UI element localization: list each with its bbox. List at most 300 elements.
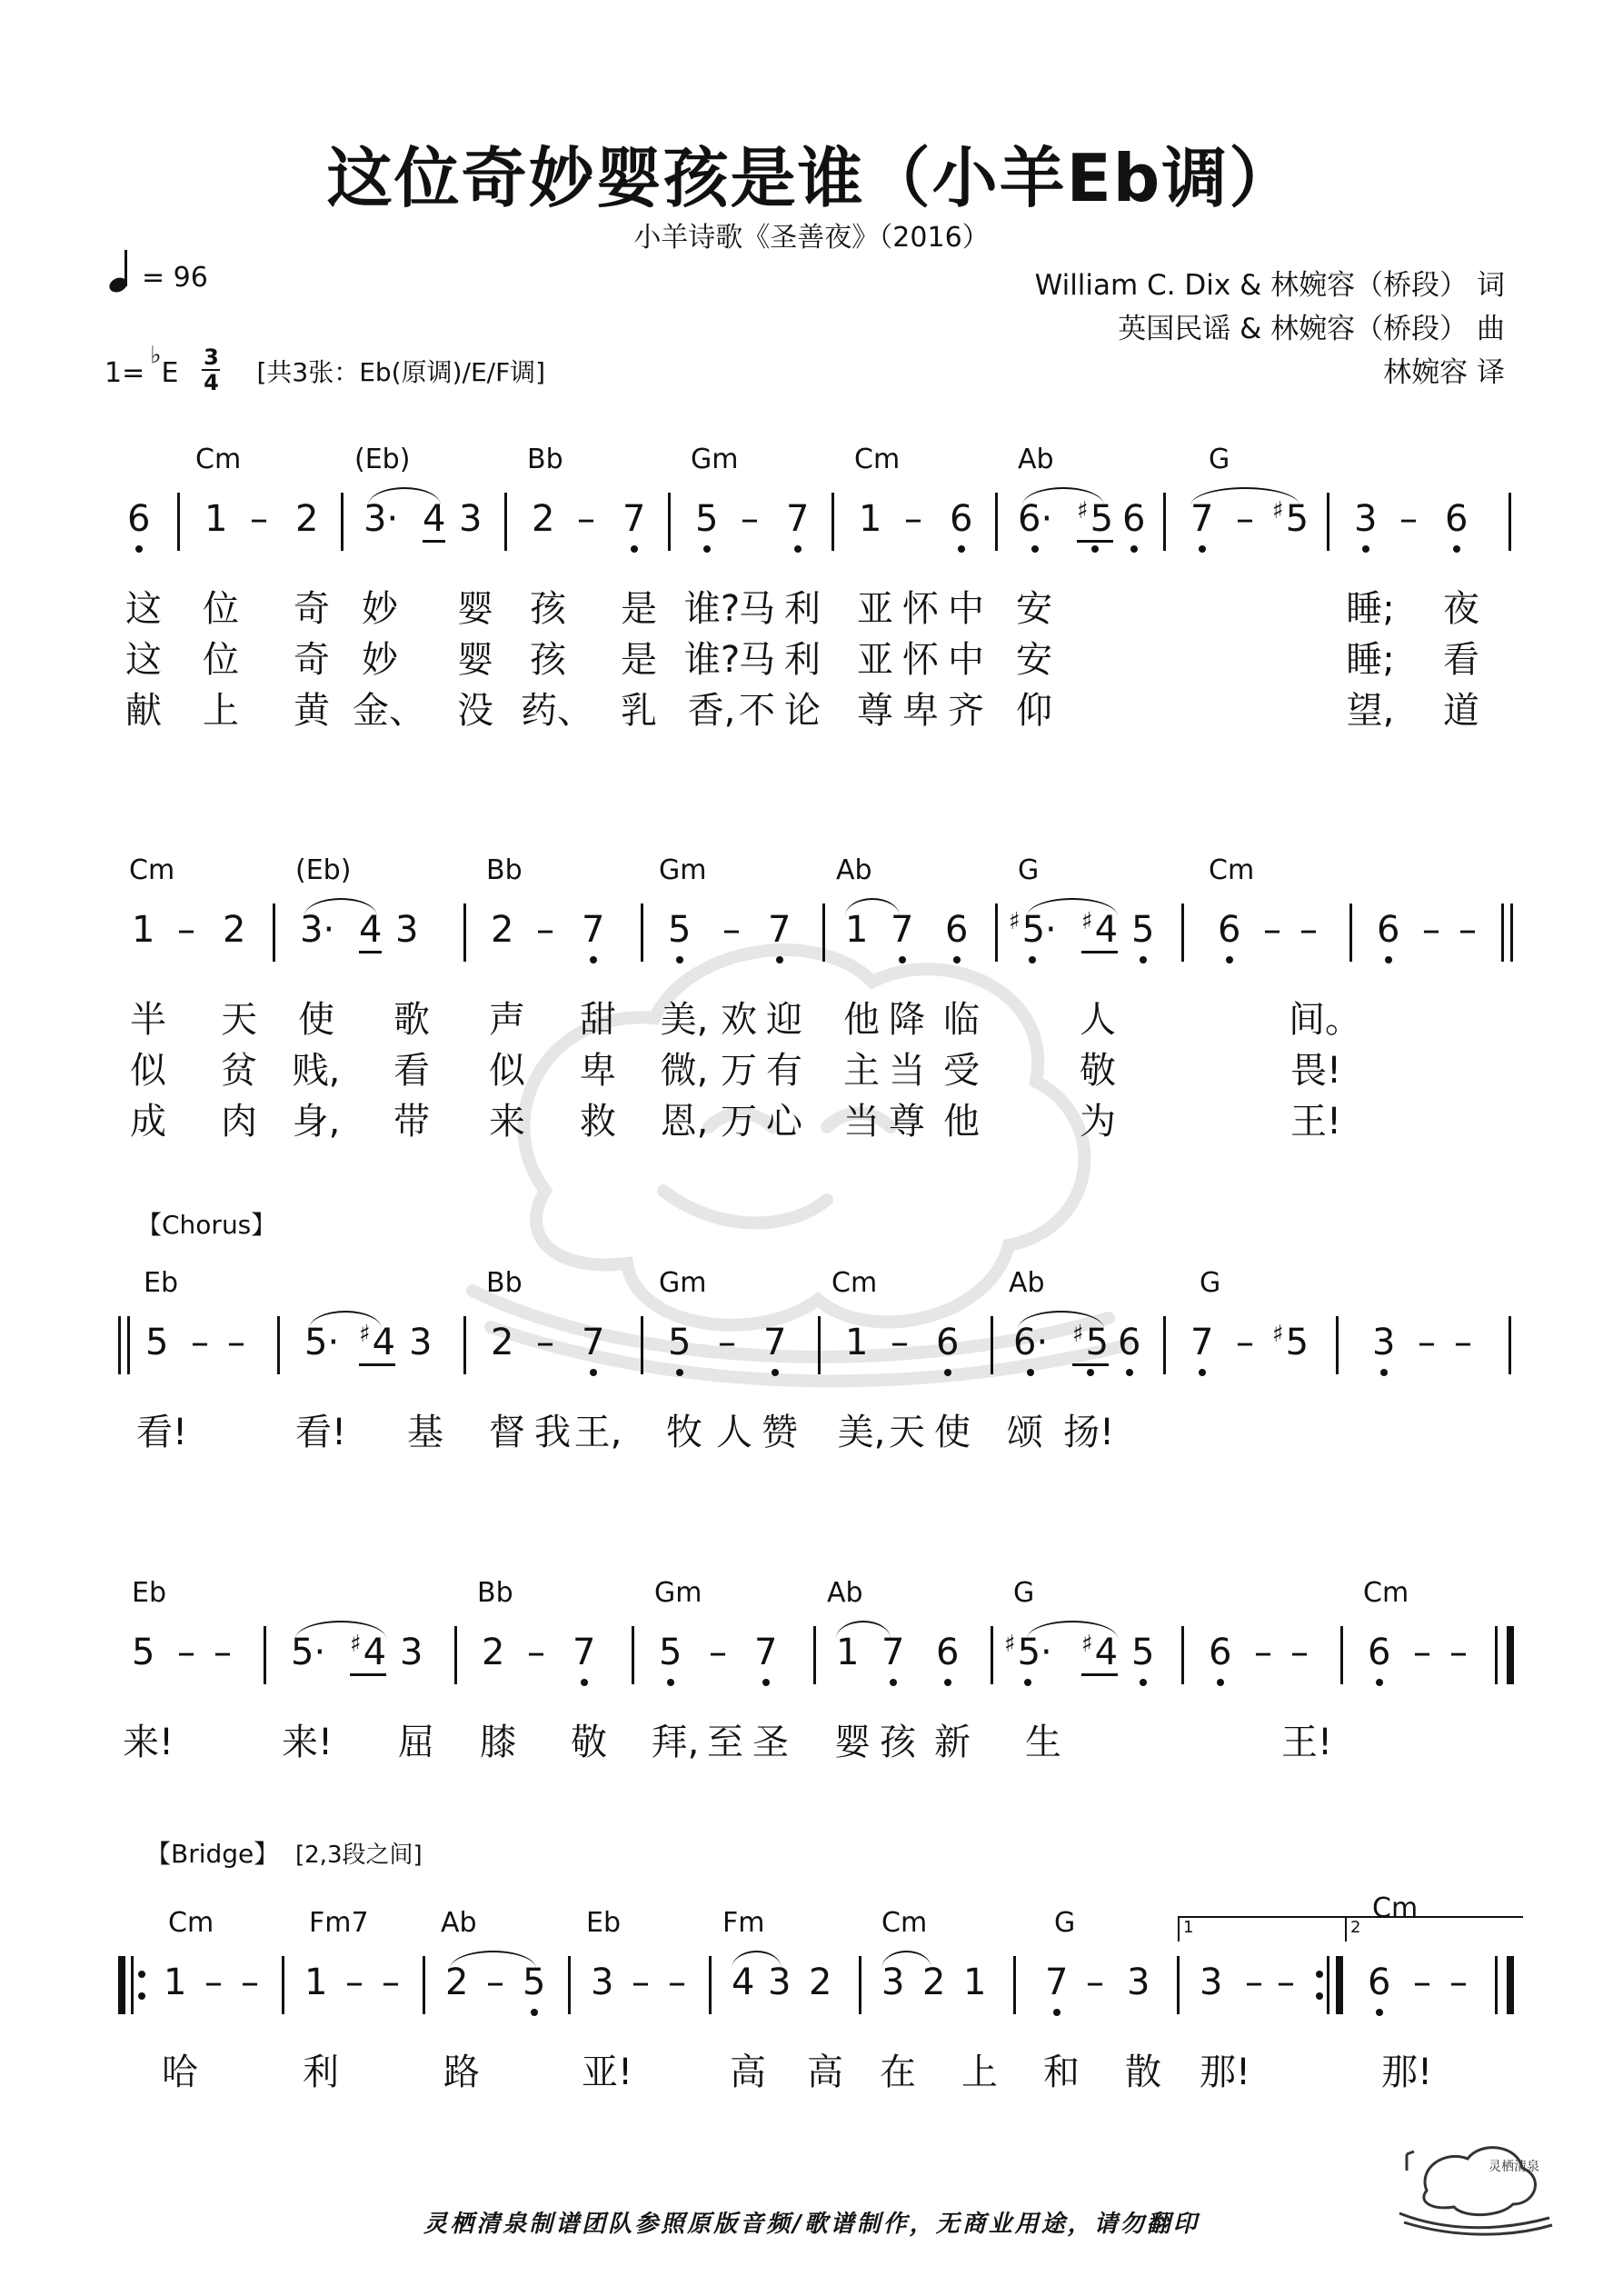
barline <box>1510 903 1513 962</box>
note: – <box>1454 1322 1472 1363</box>
barline <box>1163 1316 1166 1374</box>
note: – <box>722 909 741 951</box>
lyric-syllable: 妙 <box>362 588 398 630</box>
chord: Eb <box>144 1267 178 1299</box>
lyric-syllable: 来! <box>281 1722 334 1763</box>
barline <box>641 1316 643 1374</box>
note: 3· <box>300 909 335 951</box>
note: – <box>1299 909 1318 951</box>
lyric-syllable: 望, <box>1346 690 1395 732</box>
barline <box>177 493 180 551</box>
lyric-syllable: 高 <box>730 2051 766 2093</box>
chord: Bb <box>477 1577 513 1609</box>
note: – <box>191 1322 209 1363</box>
note: 3 <box>881 1962 905 2003</box>
section-label-bridge: 【Bridge】 <box>145 1839 280 1869</box>
lyric-syllable: 亚 <box>857 588 893 630</box>
notes-row <box>118 1322 1518 1403</box>
note: 5 <box>523 1962 546 2003</box>
note: – <box>177 1632 195 1673</box>
lyric-syllable: 这 <box>125 588 162 630</box>
note: 1 <box>845 1322 869 1363</box>
lyric-syllable: 怀 <box>902 588 939 630</box>
barline <box>1495 1626 1498 1684</box>
barline <box>131 1956 134 2014</box>
time-signature: 3 4 <box>204 344 219 395</box>
lyric-syllable: 安 <box>1016 639 1052 681</box>
lyric-syllable: 亚! <box>581 2051 633 2093</box>
note: – <box>1459 909 1477 951</box>
note: 6 <box>936 1632 960 1673</box>
note: 6 <box>1368 1632 1391 1673</box>
lyric-syllable: 主 <box>843 1050 880 1092</box>
lyric-syllable: 敬 <box>1080 1050 1116 1092</box>
repeat-dots <box>1316 1956 1323 2014</box>
chord: Cm <box>831 1267 878 1299</box>
lyric-syllable: 赞 <box>762 1412 798 1453</box>
key-prefix: 1= <box>105 357 145 389</box>
system-5 <box>118 1892 1518 2094</box>
repeat-end-barline <box>1336 1956 1343 2014</box>
note: ♯5· <box>1004 1631 1052 1673</box>
lyric-syllable: 人 <box>1080 999 1116 1041</box>
note: 2 <box>532 498 555 540</box>
note: – <box>632 1962 650 2003</box>
note: 7 <box>891 909 914 951</box>
note: 1 <box>963 1962 987 2003</box>
note: 6 <box>1445 498 1469 540</box>
barline <box>995 493 998 551</box>
final-barline <box>1507 1956 1514 2014</box>
chord: G <box>1200 1267 1221 1299</box>
lyric-syllable: 拜, <box>651 1722 700 1763</box>
note: 7 <box>786 498 810 540</box>
lyric-syllable: 万 <box>721 1050 757 1092</box>
note: 7 <box>763 1322 787 1363</box>
flat-icon: ♭ <box>150 342 162 369</box>
note: – <box>1236 498 1254 540</box>
key-note: [共3张：Eb(原调)/E/F调] <box>256 357 546 387</box>
note: 5 <box>1131 909 1155 951</box>
note: 4 <box>732 1962 755 2003</box>
note: 5 <box>1131 1632 1155 1673</box>
note: – <box>214 1632 232 1673</box>
barline <box>1181 1626 1184 1684</box>
lyric-syllable: 奇 <box>294 639 330 681</box>
note: – <box>1236 1322 1254 1363</box>
lyric-syllable: 利 <box>784 588 821 630</box>
chord: Gm <box>659 1267 707 1299</box>
chord: Bb <box>527 444 563 475</box>
barline <box>822 903 825 962</box>
barline <box>1013 1956 1016 2014</box>
tempo-marking <box>109 253 208 294</box>
note: 6 <box>1118 1322 1141 1363</box>
note: 1 <box>132 909 155 951</box>
barline <box>813 1626 816 1684</box>
chord: Cm <box>1372 1892 1419 1924</box>
lyric-syllable: 看 <box>1443 639 1479 681</box>
barline <box>1508 493 1511 551</box>
note: 5 <box>695 498 719 540</box>
lyric-syllable: 散 <box>1125 2051 1161 2093</box>
note: 5 <box>668 909 692 951</box>
lyric-syllable: 当 <box>843 1101 880 1143</box>
lyric-syllable: 谁? <box>684 639 741 681</box>
lyric-syllable: 美, <box>660 999 709 1041</box>
lyric-syllable: 妙 <box>362 639 398 681</box>
barline <box>1501 903 1504 962</box>
lyric-syllable: 王! <box>1280 1722 1333 1763</box>
note: – <box>1418 1322 1436 1363</box>
barline <box>423 1956 425 2014</box>
note: ♯4 <box>350 1632 386 1676</box>
chord: Eb <box>132 1577 166 1609</box>
chord: Cm <box>881 1907 928 1939</box>
note: 7 <box>582 909 605 951</box>
lyric-syllable: 牧 <box>666 1412 702 1453</box>
lyric-syllable: 他 <box>943 1101 980 1143</box>
note: 3 <box>1354 498 1378 540</box>
notes-row <box>118 1632 1518 1713</box>
chord: Fm <box>722 1907 765 1939</box>
note: 2 <box>295 498 319 540</box>
lyric-syllable: 这 <box>125 639 162 681</box>
lyric-syllable: 受 <box>943 1050 980 1092</box>
lyric-syllable: 万 <box>721 1101 757 1143</box>
note: 5 <box>145 1322 169 1363</box>
note: 3 <box>1127 1962 1150 2003</box>
credit-lyrics: William C. Dix & 林婉容（桥段） 词 <box>1034 269 1505 302</box>
lyric-syllable: 有 <box>766 1050 802 1092</box>
lyric-syllable: 恩, <box>660 1101 709 1143</box>
note: 7 <box>573 1632 596 1673</box>
chord: Ab <box>441 1907 477 1939</box>
note: 1 <box>845 909 869 951</box>
lyric-syllable: 督 <box>489 1412 525 1453</box>
note: – <box>1413 1962 1431 2003</box>
lyric-syllable: 利 <box>784 639 821 681</box>
note: 3 <box>459 498 483 540</box>
note: 7 <box>881 1632 905 1673</box>
note: ♯5 <box>1272 497 1309 540</box>
note: 6 <box>1209 1632 1232 1673</box>
note: ♯5 <box>1272 1321 1309 1363</box>
barline <box>504 493 507 551</box>
barline <box>1495 1956 1498 2014</box>
lyric-syllable: 来 <box>489 1101 525 1143</box>
note: – <box>709 1632 727 1673</box>
note: 5· <box>304 1322 340 1363</box>
lyric-syllable: 王, <box>573 1412 622 1453</box>
lyric-syllable: 屈 <box>398 1722 434 1763</box>
lyric-syllable: 看 <box>393 1050 430 1092</box>
note: 3 <box>768 1962 792 2003</box>
lyric-syllable: 救 <box>580 1101 616 1143</box>
notes-row <box>118 909 1518 991</box>
note: 6 <box>1377 909 1400 951</box>
note: 2 <box>223 909 246 951</box>
lyric-syllable: 声 <box>489 999 525 1041</box>
lyric-syllable: 是 <box>621 639 657 681</box>
lyric-syllable: 我 <box>534 1412 571 1453</box>
chord: G <box>1209 444 1230 475</box>
note: ♯5 <box>1077 498 1113 543</box>
note: 7 <box>754 1632 778 1673</box>
lyric-syllable: 使 <box>298 999 334 1041</box>
chord: G <box>1054 1907 1076 1939</box>
chord: Ab <box>1009 1267 1045 1299</box>
bridge-note: [2,3段之间] <box>295 1842 423 1869</box>
note: – <box>250 498 268 540</box>
lyric-syllable: 乳 <box>621 690 657 732</box>
note: 5 <box>659 1632 682 1673</box>
note: 6 <box>945 909 969 951</box>
lyric-syllable: 孩 <box>530 639 566 681</box>
barline <box>818 1316 821 1374</box>
lyric-syllable: 马 <box>739 639 775 681</box>
note: – <box>1254 1632 1272 1673</box>
lyric-syllable: 临 <box>943 999 980 1041</box>
lyric-syllable: 美, <box>837 1412 886 1453</box>
lyric-syllable: 奇 <box>294 588 330 630</box>
note: 6 <box>936 1322 960 1363</box>
chord: Gm <box>654 1577 702 1609</box>
note: 6 <box>1218 909 1241 951</box>
lyric-syllable: 位 <box>203 588 239 630</box>
lyric-syllable: 至 <box>707 1722 743 1763</box>
chord: Gm <box>659 854 707 886</box>
lyric-syllable: 睡; <box>1346 639 1395 681</box>
note: – <box>1449 1962 1468 2003</box>
note: 2 <box>445 1962 469 2003</box>
chord: Ab <box>1018 444 1054 475</box>
system-3 <box>118 1267 1518 1454</box>
note: 3· <box>363 498 399 540</box>
note: – <box>1277 1962 1295 2003</box>
lyric-syllable: 仰 <box>1016 690 1052 732</box>
lyric-syllable: 没 <box>457 690 493 732</box>
lyric-syllable: 道 <box>1443 690 1479 732</box>
note: – <box>1399 498 1418 540</box>
lyric-syllable: 那! <box>1380 2051 1433 2093</box>
barline <box>341 493 344 551</box>
chord: Fm7 <box>309 1907 369 1939</box>
lyric-syllable: 金、 <box>353 690 425 732</box>
repeat-dots <box>138 1956 145 2014</box>
lyric-syllable: 使 <box>934 1412 971 1453</box>
note: 2 <box>491 909 514 951</box>
lyric-syllable: 孩 <box>530 588 566 630</box>
lyric-syllable: 歌 <box>393 999 430 1041</box>
note: – <box>1413 1632 1431 1673</box>
barline <box>1327 493 1329 551</box>
chord: Cm <box>129 854 175 886</box>
chord: Ab <box>827 1577 863 1609</box>
lyric-syllable: 生 <box>1025 1722 1061 1763</box>
key-signature <box>105 342 546 395</box>
note: – <box>486 1962 504 2003</box>
lyric-syllable: 位 <box>203 639 239 681</box>
barline <box>1181 903 1184 962</box>
barline <box>1177 1956 1180 2014</box>
lyric-syllable: 利 <box>303 2051 339 2093</box>
credits <box>1035 264 1505 394</box>
system-4 <box>118 1577 1518 1764</box>
note: 2 <box>491 1322 514 1363</box>
lyric-syllable: 怀 <box>902 639 939 681</box>
note: 7 <box>1190 498 1214 540</box>
note: 7 <box>582 1322 605 1363</box>
note: 2 <box>922 1962 946 2003</box>
lyric-syllable: 扬! <box>1062 1412 1115 1453</box>
lyric-syllable: 王! <box>1289 1101 1342 1143</box>
chord: Gm <box>691 444 739 475</box>
lyric-syllable: 似 <box>489 1050 525 1092</box>
barline <box>1163 493 1166 551</box>
barline <box>995 903 998 962</box>
lyric-syllable: 夜 <box>1443 588 1479 630</box>
lyric-syllable: 中 <box>948 639 984 681</box>
note: 7 <box>1190 1322 1214 1363</box>
note: 4 <box>359 909 382 953</box>
lyric-syllable: 甜 <box>580 999 616 1041</box>
chord: Cm <box>195 444 242 475</box>
lyric-syllable: 上 <box>961 2051 998 2093</box>
note: – <box>382 1962 400 2003</box>
lyrics-block <box>118 2043 1518 2094</box>
note: ♯5 <box>1072 1322 1109 1366</box>
lyric-syllable: 论 <box>784 690 821 732</box>
note: ♯4 <box>1081 909 1118 953</box>
note: – <box>577 498 595 540</box>
lyric-syllable: 成 <box>130 1101 166 1143</box>
lyric-syllable: 婴 <box>457 588 493 630</box>
lyric-syllable: 安 <box>1016 588 1052 630</box>
barline <box>709 1956 712 2014</box>
note: 3 <box>409 1322 433 1363</box>
lyric-syllable: 新 <box>934 1722 971 1763</box>
note: – <box>1086 1962 1104 2003</box>
chord: (Eb) <box>354 444 411 475</box>
note: – <box>204 1962 223 2003</box>
note: 3 <box>395 909 419 951</box>
note: – <box>227 1322 245 1363</box>
lyric-syllable: 身, <box>292 1101 341 1143</box>
lyric-syllable: 那! <box>1199 2051 1251 2093</box>
lyric-syllable: 马 <box>739 588 775 630</box>
lyric-syllable: 贱, <box>292 1050 341 1092</box>
barline <box>1508 1316 1511 1374</box>
lyric-syllable: 婴 <box>834 1722 871 1763</box>
note: – <box>718 1322 736 1363</box>
note: – <box>741 498 759 540</box>
note: – <box>1263 909 1281 951</box>
chord: Cm <box>1209 854 1255 886</box>
lyric-syllable: 亚 <box>857 639 893 681</box>
lyric-syllable: 天 <box>221 999 257 1041</box>
lyric-syllable: 圣 <box>752 1722 789 1763</box>
chord: Cm <box>1363 1577 1409 1609</box>
lyric-syllable: 黄 <box>294 690 330 732</box>
lyric-syllable: 畏! <box>1289 1050 1342 1092</box>
barline <box>127 1316 130 1374</box>
lyric-syllable: 齐 <box>948 690 984 732</box>
chord: Ab <box>836 854 872 886</box>
note: – <box>241 1962 259 2003</box>
note: – <box>527 1632 545 1673</box>
barline <box>859 1956 861 2014</box>
lyric-syllable: 是 <box>621 588 657 630</box>
lyric-syllable: 间。 <box>1289 999 1361 1041</box>
volta-2: 2 <box>1345 1916 1523 1942</box>
note: 5 <box>132 1632 155 1673</box>
barline <box>991 1626 993 1684</box>
lyric-syllable: 迎 <box>766 999 802 1041</box>
barline <box>991 1316 993 1374</box>
barline <box>668 493 671 551</box>
lyric-syllable: 孩 <box>880 1722 916 1763</box>
volta-1: 1 <box>1178 1916 1347 1942</box>
note: 6 <box>950 498 973 540</box>
note: 6 <box>1122 498 1146 540</box>
note: 3 <box>591 1962 614 2003</box>
note: – <box>536 1322 554 1363</box>
lyric-syllable: 膝 <box>480 1722 516 1763</box>
lyric-syllable: 卑 <box>580 1050 616 1092</box>
note: 6· <box>1013 1322 1049 1363</box>
lyric-syllable: 药、 <box>521 690 593 732</box>
note: – <box>668 1962 686 2003</box>
final-barline <box>1507 1626 1514 1684</box>
note: – <box>1290 1632 1309 1673</box>
chord: (Eb) <box>295 854 352 886</box>
note: – <box>177 909 195 951</box>
note: – <box>345 1962 363 2003</box>
lyric-syllable: 谁? <box>684 588 741 630</box>
lyric-syllable: 卑 <box>902 690 939 732</box>
chord: G <box>1018 854 1040 886</box>
lyric-syllable: 肉 <box>221 1101 257 1143</box>
repeat-start-barline <box>118 1956 125 2014</box>
note: 6· <box>1018 498 1053 540</box>
note: 2 <box>809 1962 832 2003</box>
lyric-syllable: 他 <box>843 999 880 1041</box>
note: 7 <box>768 909 792 951</box>
note: ♯5· <box>1009 908 1057 951</box>
barline <box>273 903 275 962</box>
note: 1 <box>164 1962 187 2003</box>
lyric-syllable: 香, <box>687 690 736 732</box>
barline <box>568 1956 571 2014</box>
barline <box>282 1956 284 2014</box>
song-title: 这位奇妙婴孩是谁（小羊Eb调） <box>326 140 1297 216</box>
chord: Bb <box>486 1267 523 1299</box>
lyric-syllable: 似 <box>130 1050 166 1092</box>
note: – <box>536 909 554 951</box>
barline <box>1336 1316 1339 1374</box>
note: 3 <box>400 1632 423 1673</box>
note: 5 <box>668 1322 692 1363</box>
lyric-syllable: 敬 <box>571 1722 607 1763</box>
chord: G <box>1013 1577 1035 1609</box>
note: ♯4 <box>359 1322 395 1366</box>
lyric-syllable: 在 <box>880 2051 916 2093</box>
song-subtitle: 小羊诗歌《圣善夜》（2016） <box>633 222 990 254</box>
lyric-syllable: 尊 <box>857 690 893 732</box>
barline <box>264 1626 266 1684</box>
section-label-chorus: 【Chorus】 <box>136 1210 277 1240</box>
